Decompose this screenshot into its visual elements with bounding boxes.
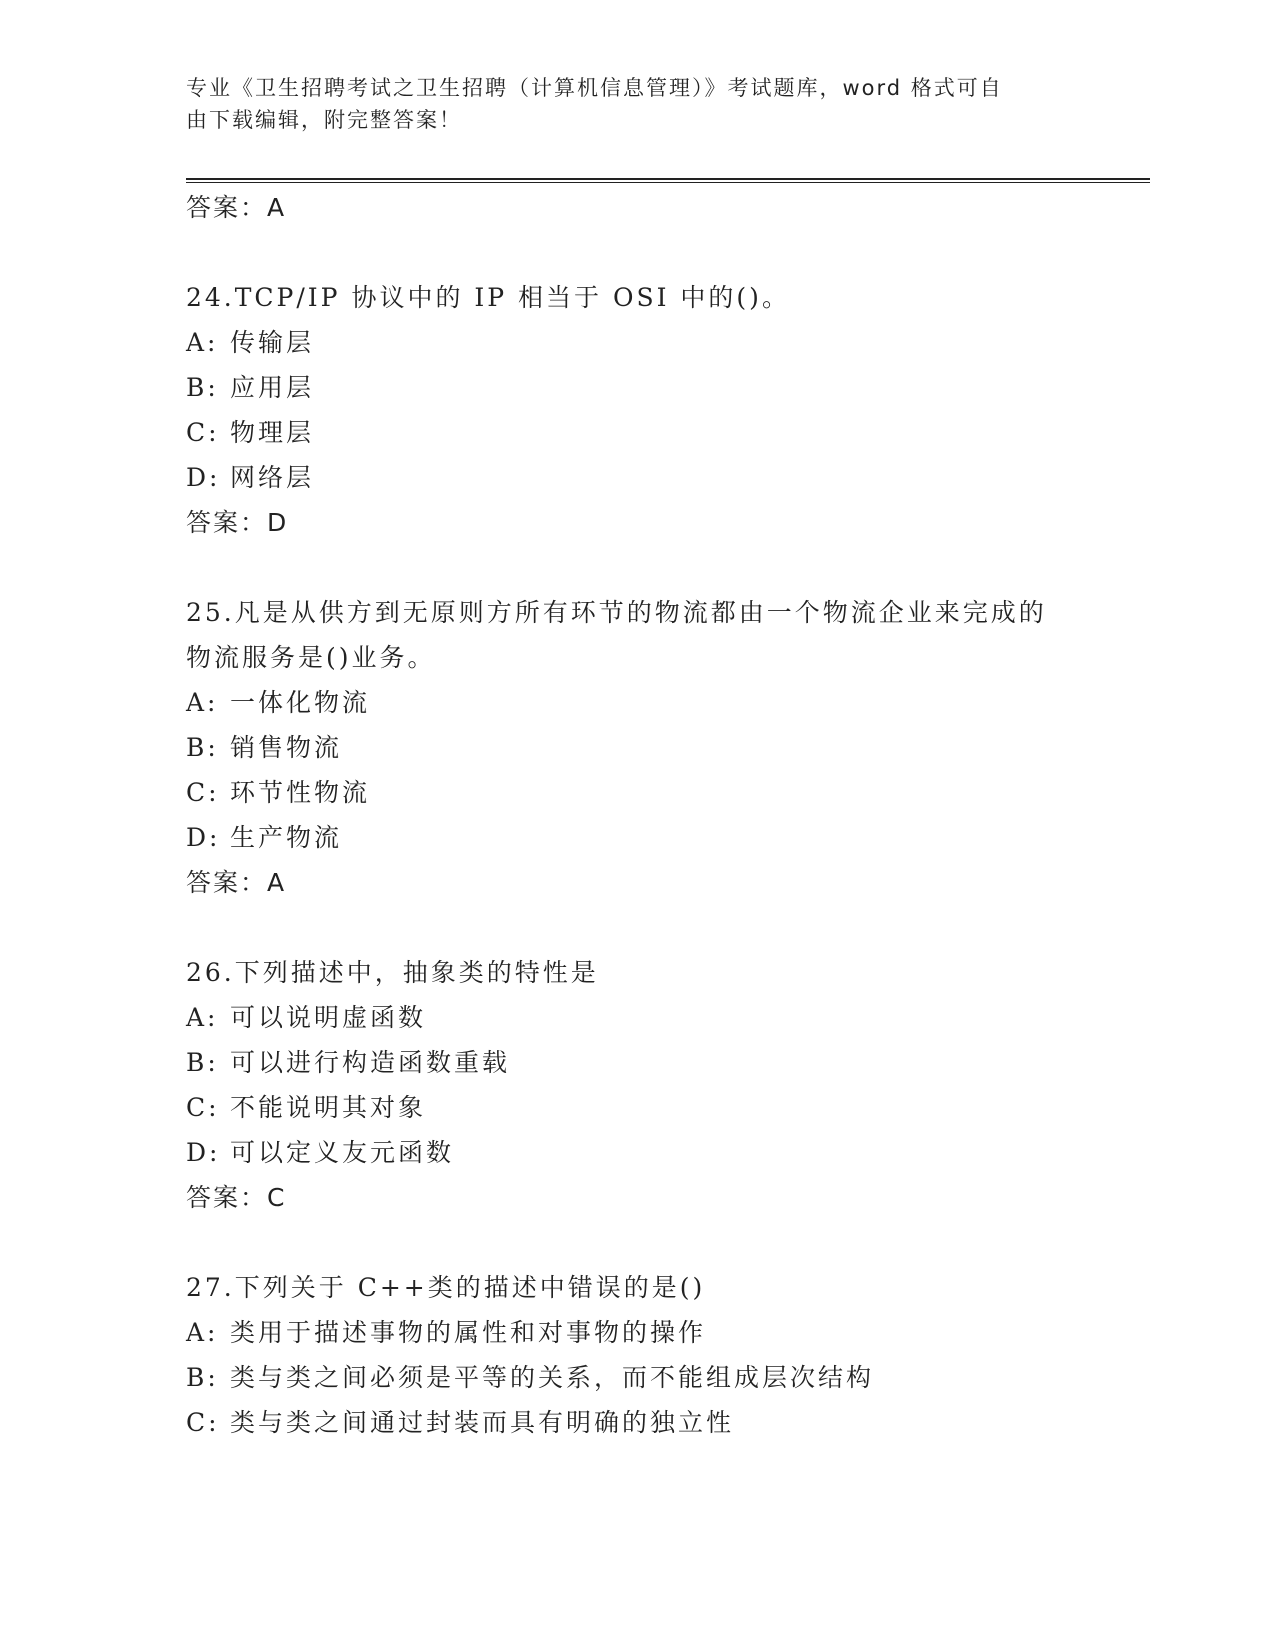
option-label: D: [186, 1138, 221, 1167]
question-25 [186, 590, 1146, 906]
answer-line: 答案：A [186, 868, 287, 897]
option-text: 可以说明虚函数 [230, 1003, 427, 1032]
question-27 [186, 1265, 1146, 1445]
option-d [186, 815, 1146, 860]
option-text: 应用层 [230, 373, 315, 402]
option-label: D: [186, 463, 221, 492]
option-label: A: [186, 1003, 219, 1032]
question-26 [186, 950, 1146, 1221]
option-label: C: [186, 418, 220, 447]
option-text: 类用于描述事物的属性和对事物的操作 [230, 1318, 707, 1347]
option-label: A: [186, 1318, 219, 1347]
option-label: A: [186, 328, 219, 357]
option-label: B: [186, 1363, 219, 1392]
option-text: 环节性物流 [230, 778, 371, 807]
question-24 [186, 275, 1146, 546]
option-text: 销售物流 [230, 733, 343, 762]
option-text: 传输层 [230, 328, 315, 357]
option-label: D: [186, 823, 221, 852]
option-b [186, 1040, 1146, 1085]
option-d [186, 1130, 1146, 1175]
option-c [186, 410, 1146, 455]
option-label: B: [186, 373, 219, 402]
option-text: 不能说明其对象 [230, 1093, 427, 1122]
option-a [186, 320, 1146, 365]
question-text-continued: 物流服务是()业务。 [186, 643, 436, 672]
option-text: 一体化物流 [230, 688, 371, 717]
option-text: 可以定义友元函数 [230, 1138, 455, 1167]
option-a [186, 1310, 1146, 1355]
header-divider-thin [186, 182, 1150, 183]
option-b [186, 1355, 1146, 1400]
header-divider-thick [186, 178, 1150, 180]
option-label: B: [186, 733, 219, 762]
question-text: 24.TCP/IP 协议中的 IP 相当于 OSI 中的()。 [186, 283, 790, 312]
option-text: 类与类之间通过封装而具有明确的独立性 [230, 1408, 735, 1437]
question-text: 26.下列描述中，抽象类的特性是 [186, 958, 599, 987]
option-label: A: [186, 688, 219, 717]
header-line-1: 专业《卫生招聘考试之卫生招聘（计算机信息管理）》考试题库，word 格式可自 [186, 76, 1003, 100]
option-b [186, 725, 1146, 770]
option-b [186, 365, 1146, 410]
option-c [186, 1085, 1146, 1130]
option-text: 生产物流 [230, 823, 343, 852]
question-text: 25.凡是从供方到无原则方所有环节的物流都由一个物流企业来完成的 [186, 598, 1047, 627]
option-label: B: [186, 1048, 219, 1077]
document-body [186, 185, 1146, 1445]
option-label: C: [186, 1093, 220, 1122]
option-c [186, 1400, 1146, 1445]
option-text: 物理层 [230, 418, 315, 447]
option-c [186, 770, 1146, 815]
document-header [186, 72, 1066, 136]
header-line-2: 由下载编辑，附完整答案！ [186, 108, 462, 132]
option-a [186, 680, 1146, 725]
option-label: C: [186, 1408, 220, 1437]
option-a [186, 995, 1146, 1040]
answer-line: 答案：C [186, 1183, 287, 1212]
question-text: 27.下列关于 C++类的描述中错误的是() [186, 1273, 706, 1302]
option-label: C: [186, 778, 220, 807]
option-text: 类与类之间必须是平等的关系，而不能组成层次结构 [230, 1363, 875, 1392]
option-text: 可以进行构造函数重载 [230, 1048, 511, 1077]
option-text: 网络层 [230, 463, 315, 492]
answer-line: 答案：A [186, 193, 287, 222]
option-d [186, 455, 1146, 500]
answer-line: 答案：D [186, 508, 289, 537]
